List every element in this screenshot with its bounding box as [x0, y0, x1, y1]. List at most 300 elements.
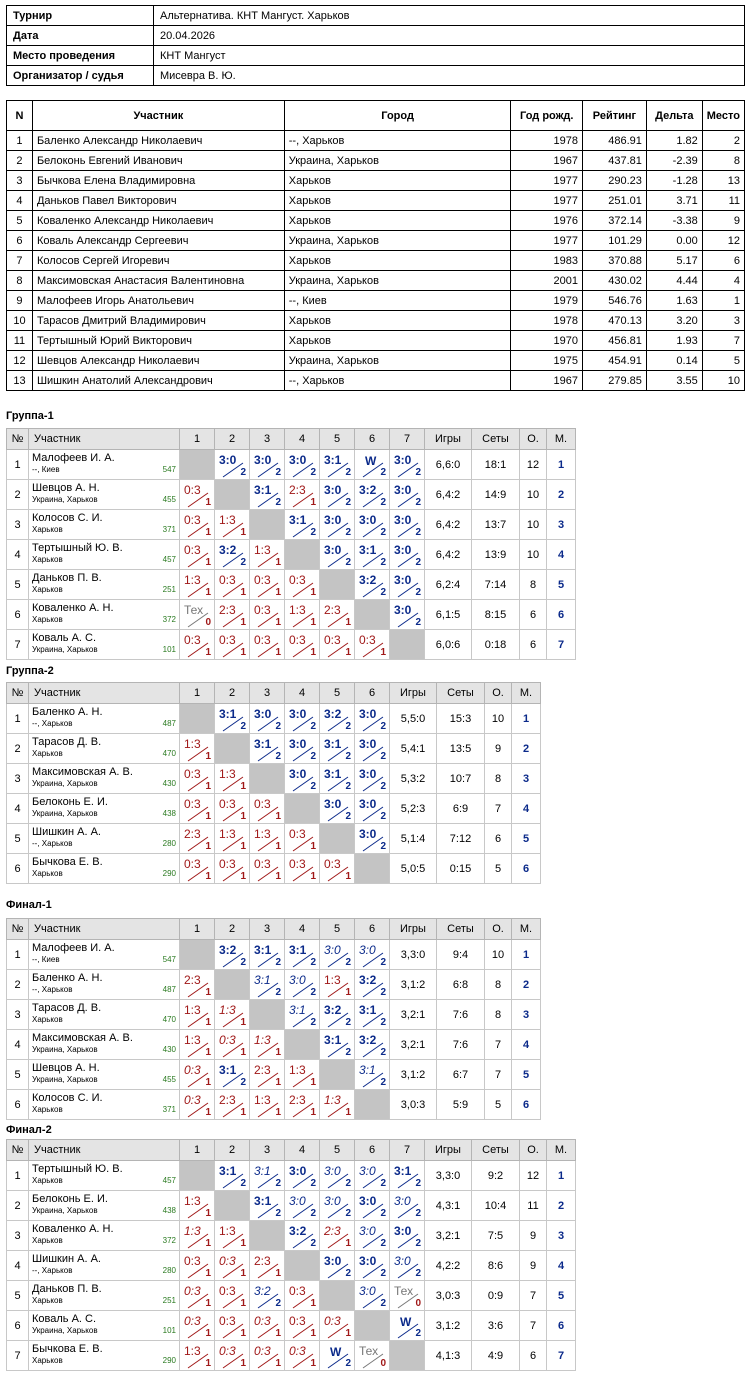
player-rating: 487 [162, 985, 176, 994]
set-score: 3:2 [254, 1284, 271, 1298]
match-result-cell[interactable] [180, 600, 215, 630]
match-score [250, 824, 284, 853]
match-result-cell[interactable] [320, 1341, 355, 1371]
participant-cell: 1 [702, 291, 744, 311]
match-result-cell[interactable] [285, 764, 320, 794]
set-score: 0:3 [184, 513, 201, 527]
match-score [250, 940, 284, 969]
match-result-cell[interactable] [250, 450, 285, 480]
match-result-cell[interactable] [215, 540, 250, 570]
match-result-cell[interactable] [320, 940, 355, 970]
match-result-cell[interactable] [250, 1060, 285, 1090]
match-points: 2 [310, 987, 316, 998]
match-result-cell[interactable] [320, 1000, 355, 1030]
match-result-cell[interactable] [250, 704, 285, 734]
match-points: 2 [275, 721, 281, 732]
match-result-cell[interactable] [390, 1221, 425, 1251]
match-result-cell[interactable] [355, 734, 390, 764]
match-result-cell[interactable] [180, 764, 215, 794]
sets-cell: 8:6 [472, 1251, 520, 1281]
set-score: 3:1 [324, 737, 342, 751]
match-result-cell[interactable] [390, 510, 425, 540]
match-result-cell[interactable] [180, 540, 215, 570]
match-result-cell[interactable] [215, 1281, 250, 1311]
match-result-cell[interactable] [180, 510, 215, 540]
match-result-cell[interactable] [180, 794, 215, 824]
match-result-cell[interactable] [390, 1281, 425, 1311]
match-result-cell[interactable] [215, 450, 250, 480]
match-result-cell[interactable] [355, 1000, 390, 1030]
match-score [390, 600, 424, 629]
set-score: 0:3 [254, 633, 271, 647]
set-score: 3:0 [394, 1254, 411, 1268]
player-name: Малофеев И. А. [32, 452, 115, 464]
participant-cell: --, Харьков [284, 131, 511, 151]
match-points: 2 [380, 841, 386, 852]
points-cell: 10 [520, 480, 547, 510]
match-result-cell[interactable] [180, 734, 215, 764]
match-points: 1 [275, 1077, 281, 1088]
group-header-row [7, 1140, 576, 1161]
match-result-cell[interactable] [390, 450, 425, 480]
match-result-cell[interactable] [355, 1251, 390, 1281]
match-points: 1 [275, 617, 281, 628]
match-points: 2 [275, 467, 281, 478]
points-cell: 9 [485, 734, 512, 764]
match-result-cell[interactable] [320, 510, 355, 540]
match-result-cell[interactable] [250, 854, 285, 884]
match-result-cell[interactable] [180, 1030, 215, 1060]
match-result-cell[interactable] [180, 970, 215, 1000]
match-points: 2 [275, 1208, 281, 1219]
player-meta [32, 525, 176, 535]
match-result-cell[interactable] [215, 794, 250, 824]
match-result-cell[interactable] [355, 1161, 390, 1191]
set-score: 3:0 [359, 943, 376, 957]
match-score [355, 940, 389, 969]
match-points: 2 [380, 557, 386, 568]
match-result-cell[interactable] [250, 540, 285, 570]
header-opponent: 1 [180, 919, 215, 940]
participant-cell: Тертышный Юрий Викторович [32, 331, 284, 351]
match-result-cell[interactable] [355, 1341, 390, 1371]
match-result-cell[interactable] [250, 1161, 285, 1191]
participants-header: Место [702, 101, 744, 131]
place-cell: 4 [512, 794, 541, 824]
participant-cell: 11 [702, 191, 744, 211]
match-result-cell[interactable] [390, 540, 425, 570]
participant-cell: 6 [702, 251, 744, 271]
set-score: Тех [394, 1284, 414, 1298]
set-score: 3:1 [289, 943, 307, 957]
match-result-cell[interactable] [180, 1311, 215, 1341]
player-city: --, Харьков [32, 985, 73, 994]
match-result-cell[interactable] [320, 1191, 355, 1221]
self-match-cell [180, 450, 215, 480]
player-name: Бычкова Е. В. [32, 856, 103, 868]
participants-header: Город [284, 101, 511, 131]
set-score: 3:1 [359, 1063, 376, 1077]
match-result-cell[interactable] [390, 600, 425, 630]
set-score: 3:1 [254, 1164, 271, 1178]
match-score [285, 1191, 319, 1220]
match-result-cell[interactable] [180, 1341, 215, 1371]
player-meta [32, 1176, 176, 1186]
match-result-cell[interactable] [355, 940, 390, 970]
match-result-cell[interactable] [320, 630, 355, 660]
place-cell: 7 [547, 1341, 576, 1371]
walkover-mark: W [330, 1345, 342, 1359]
match-result-cell[interactable] [285, 970, 320, 1000]
group-row [7, 1311, 576, 1341]
match-result-cell[interactable] [180, 630, 215, 660]
match-result-cell[interactable] [320, 1251, 355, 1281]
sets-cell: 5:9 [437, 1090, 485, 1120]
set-score: 3:0 [289, 1164, 307, 1178]
match-points: 1 [275, 647, 281, 658]
match-score [320, 1251, 354, 1280]
games-cell: 3,3:0 [425, 1161, 472, 1191]
set-score: 3:1 [324, 767, 342, 781]
match-result-cell[interactable] [180, 570, 215, 600]
match-result-cell[interactable] [320, 704, 355, 734]
self-match-cell [285, 540, 320, 570]
match-result-cell[interactable] [215, 940, 250, 970]
participant-cell: 5.17 [646, 251, 702, 271]
match-score [285, 1090, 319, 1119]
set-score: 3:0 [359, 827, 377, 841]
match-result-cell[interactable] [180, 1191, 215, 1221]
match-result-cell[interactable] [320, 600, 355, 630]
participant-cell: --, Киев [284, 291, 511, 311]
match-result-cell[interactable] [215, 1341, 250, 1371]
row-number: 2 [7, 1191, 29, 1221]
match-result-cell[interactable] [250, 1311, 285, 1341]
match-score [180, 1251, 214, 1280]
match-result-cell[interactable] [320, 1161, 355, 1191]
match-result-cell[interactable] [215, 570, 250, 600]
match-result-cell[interactable] [250, 1030, 285, 1060]
match-result-cell[interactable] [355, 794, 390, 824]
match-result-cell[interactable] [355, 1060, 390, 1090]
match-result-cell[interactable] [250, 1251, 285, 1281]
set-score: 0:3 [219, 857, 236, 871]
match-result-cell[interactable] [285, 940, 320, 970]
participant-cell: Харьков [284, 251, 511, 271]
match-result-cell[interactable] [215, 1030, 250, 1060]
match-result-cell[interactable] [320, 1030, 355, 1060]
header-opponent: 5 [320, 683, 355, 704]
match-result-cell[interactable] [355, 1030, 390, 1060]
match-points: 2 [240, 1077, 246, 1088]
participant-cell: Белоконь Евгений Иванович [32, 151, 284, 171]
games-cell: 4,2:2 [425, 1251, 472, 1281]
match-result-cell[interactable] [215, 764, 250, 794]
match-result-cell[interactable] [320, 854, 355, 884]
match-result-cell[interactable] [285, 1000, 320, 1030]
match-points: 2 [240, 1178, 246, 1189]
set-score: 3:2 [359, 1033, 377, 1047]
match-result-cell[interactable] [355, 704, 390, 734]
match-points: 2 [380, 1268, 386, 1279]
match-score [355, 1191, 389, 1220]
match-result-cell[interactable] [250, 1281, 285, 1311]
match-result-cell[interactable] [390, 1311, 425, 1341]
match-score [215, 1311, 249, 1340]
match-result-cell[interactable] [250, 794, 285, 824]
player-meta [32, 1296, 176, 1306]
match-result-cell[interactable] [180, 824, 215, 854]
match-result-cell[interactable] [180, 1090, 215, 1120]
participant-cell: 430.02 [583, 271, 647, 291]
match-result-cell[interactable] [355, 1221, 390, 1251]
match-result-cell[interactable] [180, 854, 215, 884]
match-result-cell[interactable] [180, 1060, 215, 1090]
points-cell: 6 [485, 824, 512, 854]
header-opponent: 3 [250, 1140, 285, 1161]
row-number: 2 [7, 734, 29, 764]
match-result-cell[interactable] [250, 600, 285, 630]
match-result-cell[interactable] [285, 1161, 320, 1191]
match-points: 1 [310, 617, 316, 628]
group-title: Финал-2 [6, 1124, 52, 1136]
match-result-cell[interactable] [320, 970, 355, 1000]
participant-cell: Харьков [284, 331, 511, 351]
match-points: 2 [380, 721, 386, 732]
match-result-cell[interactable] [215, 600, 250, 630]
match-result-cell[interactable] [250, 970, 285, 1000]
match-score [320, 600, 354, 629]
match-score [215, 854, 249, 883]
match-points: 1 [205, 1047, 211, 1058]
player-name: Тарасов Д. В. [32, 1002, 102, 1014]
games-cell: 3,2:1 [390, 1030, 437, 1060]
player-cell [29, 970, 180, 1000]
match-result-cell[interactable] [180, 480, 215, 510]
match-result-cell[interactable] [320, 734, 355, 764]
match-result-cell[interactable] [285, 704, 320, 734]
set-score: 0:3 [219, 1033, 236, 1047]
match-points: 2 [310, 527, 316, 538]
match-score [180, 1221, 214, 1250]
place-cell: 7 [547, 630, 576, 660]
participant-cell: 3.20 [646, 311, 702, 331]
match-result-cell[interactable] [180, 1000, 215, 1030]
match-result-cell[interactable] [250, 1191, 285, 1221]
group-row [7, 764, 541, 794]
match-result-cell[interactable] [285, 1191, 320, 1221]
match-result-cell[interactable] [320, 450, 355, 480]
match-result-cell[interactable] [355, 824, 390, 854]
match-result-cell[interactable] [320, 540, 355, 570]
set-score: 0:3 [184, 797, 201, 811]
match-result-cell[interactable] [355, 1281, 390, 1311]
player-rating: 487 [162, 719, 176, 728]
set-score: 3:0 [324, 797, 342, 811]
row-number: 2 [7, 480, 29, 510]
match-score [355, 1221, 389, 1250]
player-rating: 455 [162, 1075, 176, 1084]
match-result-cell[interactable] [285, 824, 320, 854]
match-result-cell[interactable] [355, 540, 390, 570]
match-result-cell[interactable] [355, 570, 390, 600]
sets-cell: 13:5 [437, 734, 485, 764]
match-result-cell[interactable] [285, 734, 320, 764]
participant-cell: Тарасов Дмитрий Владимирович [32, 311, 284, 331]
sets-cell: 6:8 [437, 970, 485, 1000]
match-result-cell[interactable] [390, 1161, 425, 1191]
match-result-cell[interactable] [320, 480, 355, 510]
player-name: Коваленко А. Н. [32, 1223, 114, 1235]
match-points: 1 [240, 841, 246, 852]
match-result-cell[interactable] [320, 764, 355, 794]
participant-cell: 10 [7, 311, 33, 331]
match-result-cell[interactable] [355, 630, 390, 660]
match-result-cell[interactable] [250, 630, 285, 660]
match-result-cell[interactable] [285, 510, 320, 540]
match-result-cell[interactable] [215, 704, 250, 734]
place-cell: 4 [547, 540, 576, 570]
match-score [250, 854, 284, 883]
player-name: Шишкин А. А. [32, 826, 101, 838]
participant-cell: 1.93 [646, 331, 702, 351]
set-score: 3:1 [219, 707, 237, 721]
match-result-cell[interactable] [215, 630, 250, 660]
match-result-cell[interactable] [250, 734, 285, 764]
match-result-cell[interactable] [250, 1090, 285, 1120]
set-score: 0:3 [289, 1284, 306, 1298]
match-result-cell[interactable] [285, 480, 320, 510]
player-name: Тарасов Д. В. [32, 736, 102, 748]
match-result-cell[interactable] [355, 510, 390, 540]
match-result-cell[interactable] [390, 1251, 425, 1281]
match-result-cell[interactable] [250, 1341, 285, 1371]
header-player: Участник [29, 683, 180, 704]
match-score [285, 1161, 319, 1190]
match-result-cell[interactable] [285, 600, 320, 630]
set-score: 0:3 [324, 1314, 341, 1328]
match-score [320, 540, 354, 569]
match-result-cell[interactable] [355, 970, 390, 1000]
set-score: 3:1 [359, 543, 377, 557]
match-points: 1 [310, 1328, 316, 1339]
match-result-cell[interactable] [285, 854, 320, 884]
match-result-cell[interactable] [320, 794, 355, 824]
player-rating: 251 [162, 585, 176, 594]
match-result-cell[interactable] [355, 450, 390, 480]
header-opponent: 6 [355, 429, 390, 450]
match-points: 2 [345, 1047, 351, 1058]
match-result-cell[interactable] [180, 1251, 215, 1281]
header-opponent: 7 [390, 429, 425, 450]
match-result-cell[interactable] [250, 940, 285, 970]
row-number: 3 [7, 1000, 29, 1030]
match-result-cell[interactable] [215, 1090, 250, 1120]
match-result-cell[interactable] [320, 1221, 355, 1251]
match-result-cell[interactable] [285, 1311, 320, 1341]
match-result-cell[interactable] [285, 630, 320, 660]
self-match-cell [320, 1281, 355, 1311]
match-result-cell[interactable] [285, 570, 320, 600]
match-result-cell[interactable] [285, 1221, 320, 1251]
match-points: 2 [345, 1268, 351, 1279]
match-result-cell[interactable] [215, 1221, 250, 1251]
match-result-cell[interactable] [215, 510, 250, 540]
group-row [7, 940, 541, 970]
match-points: 1 [275, 557, 281, 568]
match-result-cell[interactable] [390, 570, 425, 600]
match-result-cell[interactable] [320, 1090, 355, 1120]
match-result-cell[interactable] [215, 1311, 250, 1341]
match-result-cell[interactable] [250, 824, 285, 854]
match-result-cell[interactable] [355, 764, 390, 794]
match-result-cell[interactable] [320, 1311, 355, 1341]
match-result-cell[interactable] [355, 480, 390, 510]
games-cell: 5,1:4 [390, 824, 437, 854]
match-result-cell[interactable] [390, 1191, 425, 1221]
participant-row [7, 251, 745, 271]
player-rating: 290 [162, 869, 176, 878]
player-name: Коваль А. С. [32, 1313, 97, 1325]
group-row [7, 570, 576, 600]
match-score [285, 824, 319, 853]
match-result-cell[interactable] [215, 824, 250, 854]
match-score [285, 854, 319, 883]
player-rating: 438 [162, 1206, 176, 1215]
match-result-cell[interactable] [215, 1251, 250, 1281]
match-result-cell[interactable] [250, 570, 285, 600]
match-score [250, 734, 284, 763]
header-number: № [7, 683, 29, 704]
match-result-cell[interactable] [390, 480, 425, 510]
match-points: 2 [345, 751, 351, 762]
match-result-cell[interactable] [215, 854, 250, 884]
match-result-cell[interactable] [180, 1281, 215, 1311]
match-score [215, 704, 249, 733]
match-result-cell[interactable] [285, 1060, 320, 1090]
points-cell: 5 [485, 854, 512, 884]
match-score [180, 600, 214, 629]
group-row [7, 540, 576, 570]
match-result-cell[interactable] [285, 1090, 320, 1120]
set-score: 1:3 [219, 767, 236, 781]
match-result-cell[interactable] [355, 1191, 390, 1221]
match-result-cell[interactable] [285, 1281, 320, 1311]
match-score [215, 1221, 249, 1250]
sets-cell: 18:1 [472, 450, 520, 480]
player-city: Харьков [32, 1296, 63, 1305]
match-score [180, 480, 214, 509]
match-result-cell[interactable] [215, 1060, 250, 1090]
set-score: 1:3 [289, 603, 306, 617]
match-result-cell[interactable] [250, 480, 285, 510]
match-result-cell[interactable] [180, 1221, 215, 1251]
match-score [320, 1341, 354, 1370]
match-points: 1 [345, 1238, 351, 1249]
self-match-cell [180, 704, 215, 734]
match-score [390, 450, 424, 479]
match-score [250, 1030, 284, 1059]
match-result-cell[interactable] [285, 450, 320, 480]
match-points: 1 [345, 987, 351, 998]
player-rating: 372 [162, 615, 176, 624]
match-result-cell[interactable] [215, 1161, 250, 1191]
match-result-cell[interactable] [215, 1000, 250, 1030]
match-points: 1 [275, 811, 281, 822]
match-result-cell[interactable] [285, 1341, 320, 1371]
set-score: 3:2 [219, 943, 237, 957]
match-score [390, 540, 424, 569]
